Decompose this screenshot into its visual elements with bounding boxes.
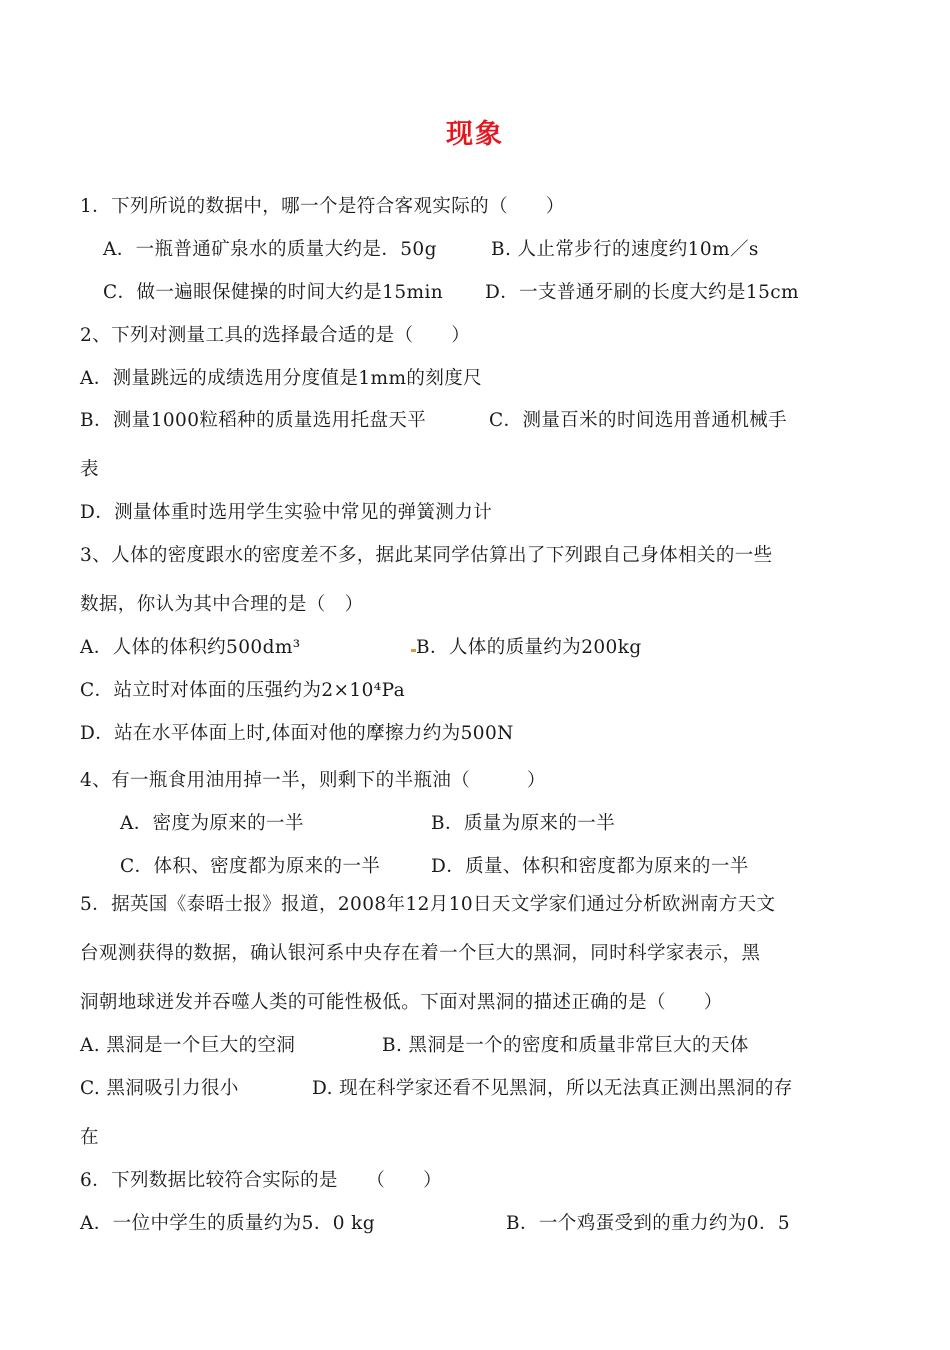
question-2-option-c-continued: 表 bbox=[80, 459, 99, 480]
question-5-option-d: D. 现在科学家还看不见黑洞，所以无法真正测出黑洞的存 bbox=[312, 1078, 793, 1099]
question-5-stem-line-2: 台观测获得的数据，确认银河系中央存在着一个巨大的黑洞，同时科学家表示，黑 bbox=[80, 943, 761, 964]
question-6-stem: 6．下列数据比较符合实际的是 （ ） bbox=[80, 1170, 443, 1191]
question-3-option-a: A．人体的体积约500dm³ bbox=[80, 637, 301, 658]
question-4-stem: 4、有一瓶食用油用掉一半，则剩下的半瓶油（ ） bbox=[80, 770, 546, 791]
question-6-option-a: A．一位中学生的质量约为5．0 kg bbox=[80, 1213, 376, 1234]
question-5-option-c: C. 黑洞吸引力很小 bbox=[80, 1078, 239, 1099]
page-title: 现象 bbox=[446, 119, 504, 150]
question-4-option-c: C．体积、密度都为原来的一半 bbox=[120, 856, 381, 877]
question-2-option-d: D．测量体重时选用学生实验中常见的弹簧测力计 bbox=[80, 502, 493, 523]
question-5-option-b: B. 黑洞是一个的密度和质量非常巨大的天体 bbox=[382, 1035, 749, 1056]
question-1-option-a: A．一瓶普通矿泉水的质量大约是．50g bbox=[103, 239, 437, 260]
question-3-stem: 3、人体的密度跟水的密度差不多，据此某同学估算出了下列跟自己身体相关的一些 bbox=[80, 545, 773, 566]
question-3-option-b: B．人体的质量约为200kg bbox=[416, 637, 642, 658]
question-5-stem-line-1: 5．据英国《泰晤士报》报道，2008年12月10日天文学家们通过分析欧洲南方天文 bbox=[80, 894, 776, 915]
question-2-option-a: A．测量跳远的成绩选用分度值是1mm的刻度尺 bbox=[80, 368, 483, 389]
question-1-option-b: B. 人止常步行的速度约10m／s bbox=[491, 239, 759, 260]
question-5-option-d-continued: 在 bbox=[80, 1127, 99, 1148]
question-1-option-d: D．一支普通牙刷的长度大约是15cm bbox=[485, 282, 799, 303]
question-2-option-b: B．测量1000粒稻种的质量选用托盘天平 bbox=[80, 410, 427, 431]
question-3-option-d: D．站在水平体面上时,体面对他的摩擦力约为500N bbox=[80, 723, 514, 744]
question-6-option-b: B．一个鸡蛋受到的重力约为0．5 bbox=[506, 1213, 791, 1234]
question-5-option-a: A. 黑洞是一个巨大的空洞 bbox=[80, 1035, 296, 1056]
question-3-option-c: C．站立时对体面的压强约为2×10⁴Pa bbox=[80, 680, 406, 701]
question-4-option-d: D．质量、体积和密度都为原来的一半 bbox=[431, 856, 749, 877]
question-2-option-c: C．测量百米的时间选用普通机械手 bbox=[489, 410, 788, 431]
question-1-stem: 1．下列所说的数据中，哪一个是符合客观实际的（ ） bbox=[80, 196, 565, 217]
question-1-option-c: C．做一遍眼保健操的时间大约是15min bbox=[103, 282, 444, 303]
question-4-option-a: A．密度为原来的一半 bbox=[120, 813, 304, 834]
question-3-stem-continued: 数据，你认为其中合理的是（ ） bbox=[80, 594, 364, 615]
question-5-stem-line-3: 洞朝地球迸发并吞噬人类的可能性极低。下面对黑洞的描述正确的是（ ） bbox=[80, 992, 723, 1013]
question-4-option-b: B．质量为原来的一半 bbox=[431, 813, 616, 834]
question-2-stem: 2、下列对测量工具的选择最合适的是（ ） bbox=[80, 325, 471, 346]
